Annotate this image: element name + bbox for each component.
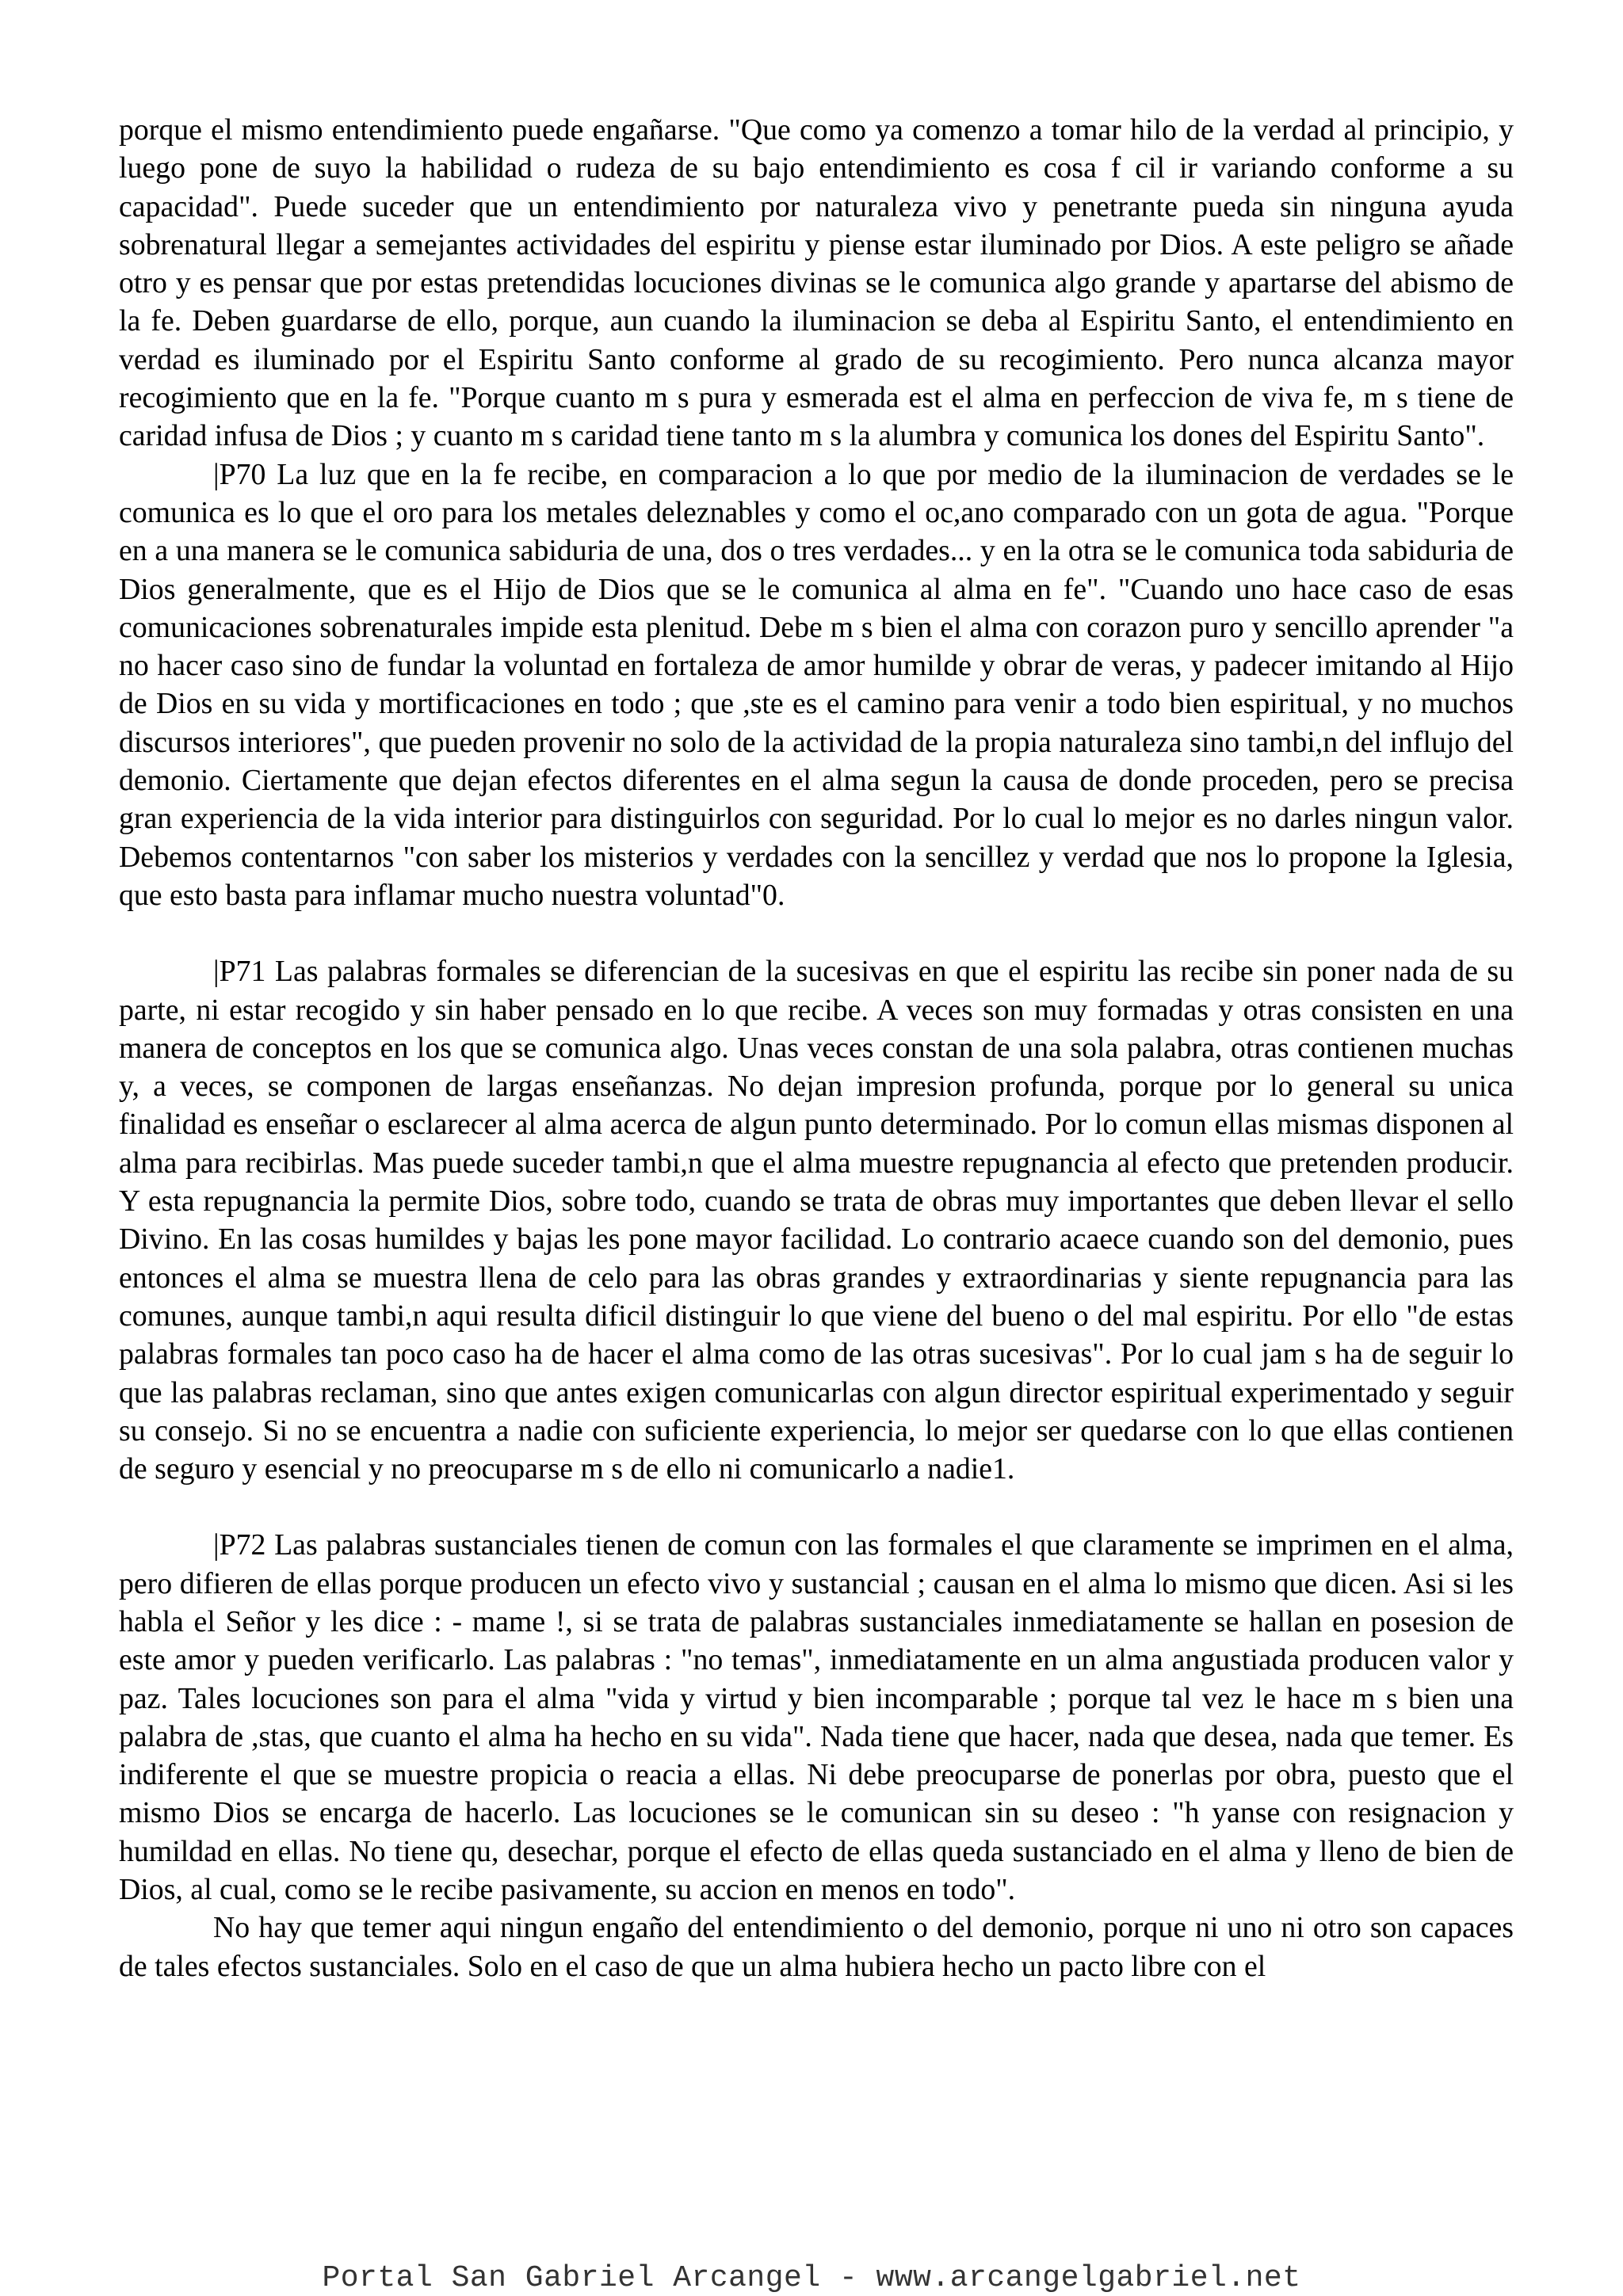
- paragraph-p71: |P71 Las palabras formales se diferencian de la sucesivas en que el espiritu las recibe sin poner nada de su parte, ni estar recogido y sin haber pensado en lo que recibe. A veces son muy formadas y otras consisten en una manera de conceptos en los que se comunica algo. Unas veces constan de una sola palabra, otras contienen muchas y, a veces, se componen de largas enseñanzas. No dejan impresion profunda, porque por lo general su unica finalidad es enseñar o esclarecer al alma acerca de algun punto determinado. Por lo comun ellas mismas disponen al alma para recibirlas. Mas puede suceder tambi,n que el alma muestre repugnancia al efecto que pretenden producir. Y esta repugnancia la permite Dios, sobre todo, cuando se trata de obras muy importantes que deben llevar el sello Divino. En las cosas humildes y bajas les pone mayor facilidad. Lo contrario acaece cuando son del demonio, pues entonces el alma se muestra llena de celo para las obras grandes y extraordinarias y siente repugnancia para las comunes, aunque tambi,n aqui resulta dificil distinguir lo que viene del bueno o del mal espiritu. Por ello "de estas palabras formales tan poco caso ha de hacer el alma como de las otras sucesivas". Por lo cual jam s ha de seguir lo que las palabras reclaman, sino que antes exigen comunicarlas con algun director espiritual experimentado y seguir su consejo. Si no se encuentra a nadie con suficiente experiencia, lo mejor ser quedarse con lo que ellas contienen de seguro y esencial y no preocuparse m s de ello ni comunicarlo a nadie1.: [119, 955, 1514, 1486]
- page-footer: Portal San Gabriel Arcangel - www.arcangelgabriel.net: [322, 2261, 1301, 2295]
- paragraph-p70: |P70 La luz que en la fe recibe, en comparacion a lo que por medio de la iluminacion de verdades se le comunica es lo que el oro para los metales deleznables y como el oc,ano comparado con un gota de agua. "Porque en a una manera se le comunica sabiduria de una, dos o tres verdades... y en la otra se le comunica toda sabiduria de Dios generalmente, que es el Hijo de Dios que se le comunica al alma en fe". "Cuando uno hace caso de esas comunicaciones sobrenaturales impide esta plenitud. Debe m s bien el alma con corazon puro y sencillo aprender "a no hacer caso sino de fundar la voluntad en fortaleza de amor humilde y obrar de veras, y padecer imitando al Hijo de Dios en su vida y mortificaciones en todo ; que ,ste es el camino para venir a todo bien espiritual, y no muchos discursos interiores", que pueden provenir no solo de la actividad de la propia naturaleza sino tambi,n del influjo del demonio. Ciertamente que dejan efectos diferentes en el alma segun la causa de donde proceden, pero se precisa gran experiencia de la vida interior para distinguirlos con seguridad. Por lo cual lo mejor es no darles ningun valor. Debemos contentarnos "con saber los misterios y verdades con la sencillez y verdad que nos lo propone la Iglesia, que esto basta para inflamar mucho nuestra voluntad"0.: [119, 457, 1514, 912]
- paragraph-continuation: porque el mismo entendimiento puede engañarse. "Que como ya comenzo a tomar hilo de la verdad al principio, y luego pone de suyo la habilidad o rudeza de su bajo entendimiento es cosa f cil ir variando conforme a su capacidad". Puede suceder que un entendimiento por naturaleza vivo y penetrante pueda sin ninguna ayuda sobrenatural llegar a semejantes actividades del espiritu y piense estar iluminado por Dios. A este peligro se añade otro y es pensar que por estas pretendidas locuciones divinas se le comunica algo grande y apartarse del abismo de la fe. Deben guardarse de ello, porque, aun cuando la iluminacion se deba al Espiritu Santo, el entendimiento en verdad es iluminado por el Espiritu Santo conforme al grado de su recogimiento. Pero nunca alcanza mayor recogimiento que en la fe. "Porque cuanto m s pura y esmerada est el alma en perfeccion de viva fe, m s tiene de caridad infusa de Dios ; y cuanto m s caridad tiene tanto m s la alumbra y comunica los dones del Espiritu Santo".: [119, 113, 1514, 453]
- paragraph-p72: |P72 Las palabras sustanciales tienen de comun con las formales el que claramente se imprimen en el alma, pero difieren de ellas porque producen un efecto vivo y sustancial ; causan en el alma lo mismo que dicen. Asi si les habla el Señor y les dice : - mame !, si se trata de palabras sustanciales inmediatamente se hallan en posesion de este amor y pueden verificarlo. Las palabras : "no temas", inmediatamente en un alma angustiada producen valor y paz. Tales locuciones son para el alma "vida y virtud y bien incomparable ; porque tal vez le hace m s bien una palabra de ,stas, que cuanto el alma ha hecho en su vida". Nada tiene que hacer, nada que desea, nada que temer. Es indiferente el que se muestre propicia o reacia a ellas. Ni debe preocuparse de ponerlas por obra, puesto que el mismo Dios se encarga de hacerlo. Las locuciones se le comunican sin su deseo : "h yanse con resignacion y humildad en ellas. No tiene qu, desechar, porque el efecto de ellas queda sustanciado en el alma y lleno de bien de Dios, al cual, como se le recibe pasivamente, su accion en menos en todo".: [119, 1528, 1514, 1907]
- document-body: [119, 111, 1514, 1985]
- paragraph-no-hay-que-temer: No hay que temer aqui ningun engaño del entendimiento o del demonio, porque ni uno ni otro son capaces de tales efectos sustanciales. Solo en el caso de que un alma hubiera hecho un pacto libre con el: [119, 1911, 1514, 1983]
